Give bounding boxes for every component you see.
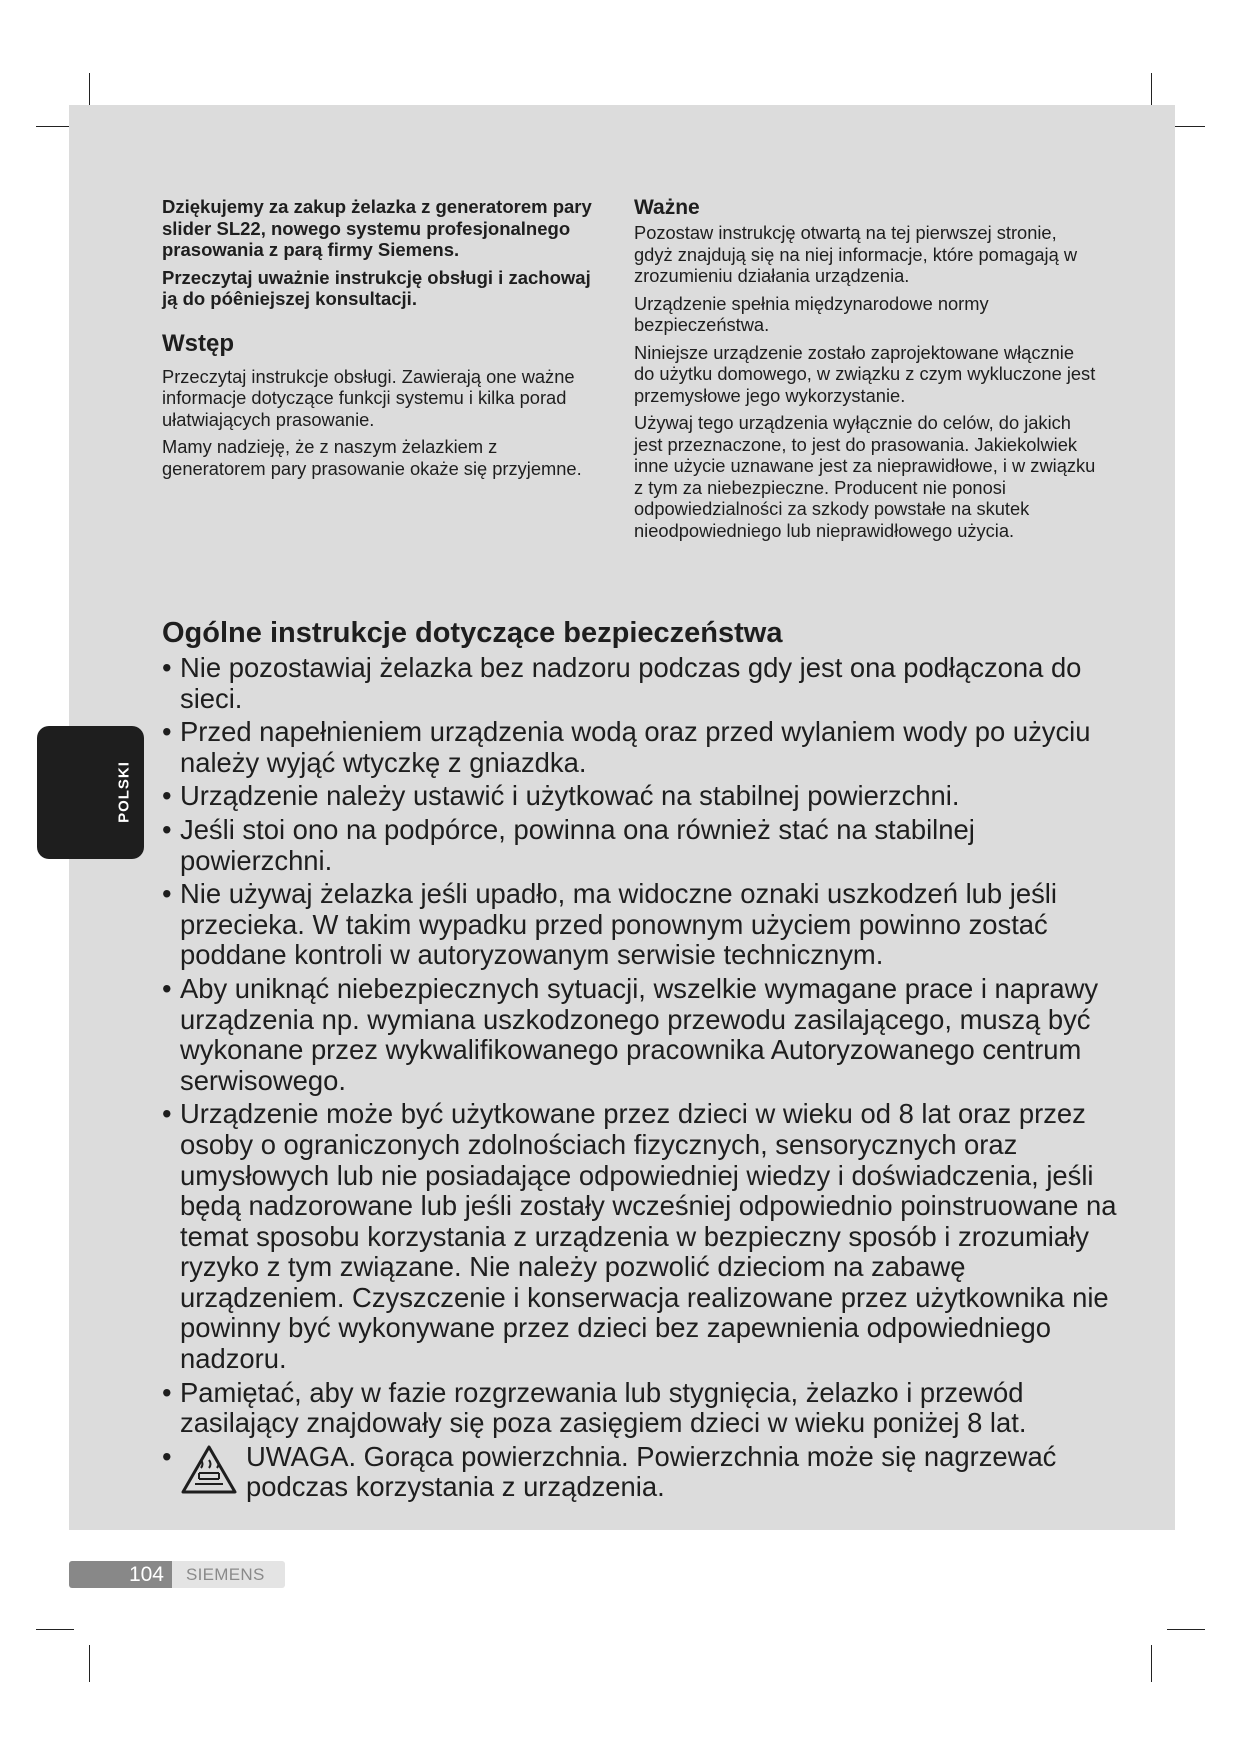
intro-thanks: Dziękujemy za zakup żelazka z generatorem pary slider SL22, nowego systemu profesjonalnego prasowania z parą firmy Siemens. [162,196,592,260]
list-item-text: Przed napełnieniem urządzenia wodą oraz przed wylaniem wody po użyciu należy wyjąć wtyczkę z gniazdka. [180,716,1091,778]
intro-read-instructions: Przeczytaj uważnie instrukcję obsługi i zachowaj ją do póêniejszej konsultacji. [162,266,591,309]
list-item [162,781,1122,812]
brand-label: SIEMENS [172,1561,285,1588]
right-column [634,196,1099,547]
warning-item [162,1442,1122,1503]
bullet: • [162,716,172,748]
bullet: • [162,1376,172,1408]
list-item-text: Nie pozostawiaj żelazka bez nadzoru podczas gdy jest ona podłączona do sieci. [180,652,1082,714]
hot-surface-warning-icon [180,1444,238,1496]
list-item-text: Jeśli stoi ono na podpórce, powinna ona również stać na stabilnej powierzchni. [180,813,975,876]
crop-mark-bottom-left-h [36,1629,74,1630]
list-item [162,815,1122,876]
list-item [162,879,1122,971]
left-column [162,196,592,485]
safety-title: Ogólne instrukcje dotyczące bezpieczeństwa [162,617,783,649]
important-heading: Ważne [634,196,700,219]
warning-text: UWAGA. Gorąca powierzchnia. Powierzchnia może się nagrzewać podczas korzystania z urządzenia. [246,1440,1057,1503]
bullet: • [162,652,172,683]
important-paragraph: Niniejsze urządzenie zostało zaprojektowane włącznie do użytku domowego, w związku z czym wykluczone jest przemysłowe jego wykorzystanie. [634,341,1096,406]
safety-section [162,616,1122,1506]
list-item [162,1099,1122,1374]
important-paragraph: Pozostaw instrukcję otwartą na tej pierwszej stronie, gdyż znajdują się na niej informacje, które pomagają w zrozumieniu działania urządzenia. [634,222,1078,286]
language-tab-label: POLSKI [115,761,133,823]
list-item [162,653,1122,714]
bullet: • [162,780,172,812]
bullet: • [162,972,172,1004]
introduction-paragraph: Przeczytaj instrukcje obsługi. Zawierają one ważne informacje dotyczące funkcji systemu i kilka porad ułatwiających prasowanie. [162,365,575,430]
list-item-text: Urządzenie należy ustawić i użytkować na stabilnej powierzchni. [180,780,960,812]
crop-mark-bottom-right-v [1151,1645,1152,1682]
list-item [162,717,1122,778]
safety-list [162,653,1122,1503]
list-item-text: Pamiętać, aby w fazie rozgrzewania lub stygnięcia, żelazko i przewód zasilający znajdowały się poza zasięgiem dzieci w wieku poniżej 8 lat. [180,1376,1027,1439]
crop-mark-bottom-right-h [1167,1629,1205,1630]
list-item [162,974,1122,1096]
list-item-text: Aby uniknąć niebezpiecznych sytuacji, wszelkie wymagane prace i naprawy urządzenia np. wymiana uszkodzonego przewodu zasilającego, muszą być wykonane przez wykwalifikowanego pracownika Autoryzowanego centrum serwisowego. [180,972,1099,1096]
list-item-text: Nie używaj żelazka jeśli upadło, ma widoczne oznaki uszkodzeń lub jeśli przecieka. W takim wypadku przed ponownym użyciem powinno zostać poddane kontroli w autoryzowanym serwisie technicznym. [180,878,1057,971]
important-paragraph: Używaj tego urządzenia wyłącznie do celów, do jakich jest przeznaczone, to jest do prasowania. Jakiekolwiek inne użycie uznawane jest za nieprawidłowe, i w związku z tym za niebezpieczne. Producent nie ponosi odpowiedzialności za szkody powstałe na skutek nieodpowiedniego lub nieprawidłowego użycia. [634,412,1096,541]
list-item-text: Urządzenie może być użytkowane przez dzieci w wieku od 8 lat oraz przez osoby o ograniczonych zdolnościach fizycznych, sensorycznych oraz umysłowych lub nie posiadające odpowiedniej wiedzy i doświadczenia, jeśli będą nadzorowane lub jeśli zostały wcześniej odpowiednio poinstruowane na temat sposobu korzystania z urządzenia w bezpieczny sposób i zrozumiały ryzyko z tym związane. Nie należy pozwolić dzieciom na zabawę urządzeniem. Czyszczenie i konserwacja realizowane przez użytkownika nie powinny być wykonywane przez dzieci bez zapewnienia odpowiedniego nadzoru. [180,1098,1117,1375]
crop-mark-bottom-left-v [89,1645,90,1682]
bullet: • [162,878,172,910]
bullet: • [162,1440,172,1472]
bullet: • [162,813,172,845]
important-paragraph: Urządzenie spełnia międzynarodowe normy bezpieczeństwa. [634,292,989,335]
list-item [162,1378,1122,1439]
page-number: 104 [69,1561,172,1588]
introduction-paragraph: Mamy nadzieję, że z naszym żelazkiem z generatorem pary prasowanie okaże się przyjemne. [162,436,582,479]
introduction-heading: Wstęp [162,329,234,357]
bullet: • [162,1098,172,1130]
